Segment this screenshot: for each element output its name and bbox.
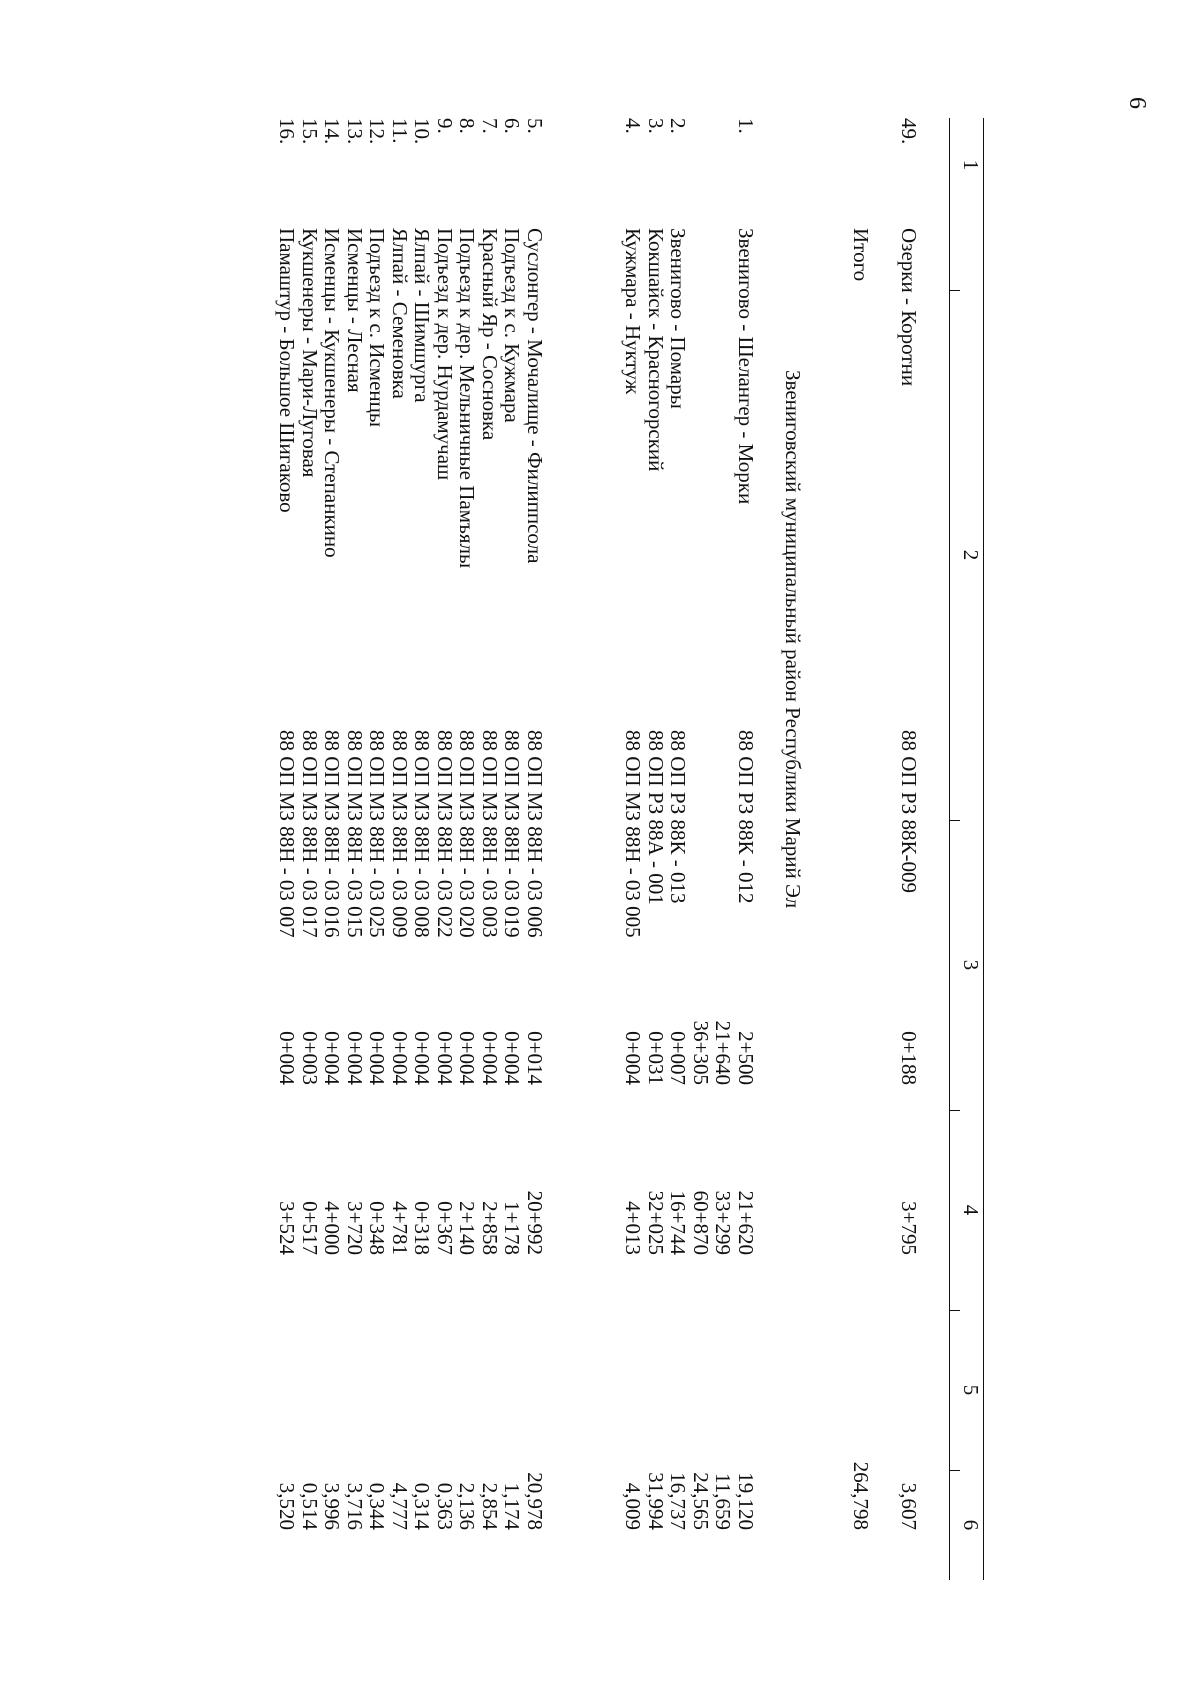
road-name: Суслонгер - Мочалище - Филиппсола [523,228,547,564]
end-km: 3+720 [343,1201,367,1255]
length-km: 3,996 [320,1482,345,1530]
length-km: 3,716 [343,1482,367,1530]
rotated-table [200,70,1000,1590]
end-km: 3+795 [897,1201,921,1255]
row-number: 2. [666,118,691,134]
row-number: 11. [388,118,412,144]
page-number: 6 [1124,97,1150,109]
start-km: 0+003 [298,1031,322,1085]
length-km: 16,737 [666,1472,691,1530]
start-km: 2+500 [734,1031,758,1085]
end-km: 2+140 [455,1201,480,1255]
length-km: 264,798 [849,1461,873,1530]
row-number: 9. [433,118,457,134]
length-km: 2,854 [478,1482,502,1530]
start-km: 0+004 [500,1031,525,1085]
row-number: 6. [500,118,525,134]
length-km: 1,174 [500,1482,525,1530]
start-km: 0+004 [365,1031,390,1085]
road-name: Кукшенеры - Мари-Луговая [298,228,322,478]
end-km: 2+858 [478,1201,502,1255]
road-id: 88 ОП МЗ 88Н - 03 022 [433,730,457,938]
road-id: 88 ОП РЗ 88А - 001 [644,730,668,905]
column-divider [950,1310,960,1311]
start-km: 0+031 [644,1031,668,1085]
start-km: 0+007 [666,1031,691,1085]
road-id: 88 ОП МЗ 88Н - 03 016 [320,730,345,938]
end-km: 4+781 [388,1201,412,1255]
end-km: 4+013 [621,1201,646,1255]
row-number: 5. [523,118,547,134]
start-km: 0+014 [523,1031,547,1085]
row-number: 13. [343,118,367,145]
end-km: 0+348 [365,1201,390,1255]
end-km: 0+318 [410,1201,435,1255]
start-km: 0+004 [410,1031,435,1085]
start-km: 0+188 [897,1031,921,1085]
road-id: 88 ОП МЗ 88Н - 03 006 [523,730,547,938]
start-km: 0+004 [320,1031,345,1085]
row-number: 49. [897,118,921,145]
road-name: Кокшайск - Красногорский [644,228,668,472]
road-id: 88 ОП МЗ 88Н - 03 015 [343,730,367,938]
table-top-rule [983,118,984,1580]
end-km: 21+620 [734,1190,758,1255]
road-id: 88 ОП МЗ 88Н - 03 007 [275,730,300,938]
header-bottom-rule [949,118,950,1580]
column-header: 4 [959,1204,983,1216]
road-name: Звенигово - Помары [666,228,691,409]
row-number: 8. [455,118,480,134]
row-number: 12. [365,118,390,145]
road-id: 88 ОП МЗ 88Н - 03 020 [455,730,480,938]
column-divider [950,820,960,821]
region-heading: Звениговский муниципальный район Республики Марий Эл [781,370,805,909]
end-km: 4+000 [320,1201,345,1255]
end-km: 33+299 [711,1190,736,1255]
end-km: 0+517 [298,1201,322,1255]
row-number: 16. [275,118,300,145]
row-number: 14. [320,118,345,145]
row-number: 3. [644,118,668,134]
length-km: 0,314 [410,1482,435,1530]
end-km: 3+524 [275,1201,300,1255]
column-header: 6 [959,1519,983,1531]
length-km: 0,344 [365,1482,390,1530]
length-km: 3,607 [897,1482,921,1530]
road-id: 88 ОП МЗ 88Н - 03 003 [478,730,502,938]
column-divider [950,1110,960,1111]
road-name: Подъезд к дер. Мельничные Памъялы [455,228,480,569]
end-km: 1+178 [500,1201,525,1255]
road-name: Исменцы - Лесная [343,228,367,393]
end-km: 0+367 [433,1201,457,1255]
road-name: Исменцы - Кукшенеры - Степанкино [320,228,345,558]
road-name: Озерки - Коротни [897,228,921,387]
road-id: 88 ОП МЗ 88Н - 03 019 [500,730,525,938]
road-name: Кужмара - Нуктуж [621,228,646,395]
length-km: 4,777 [388,1482,412,1530]
length-km: 31,994 [644,1472,668,1530]
start-km: 0+004 [388,1031,412,1085]
road-id: 88 ОП МЗ 88Н - 03 025 [365,730,390,938]
column-divider [950,1470,960,1471]
length-km: 11,659 [711,1473,736,1530]
start-km: 0+004 [478,1031,502,1085]
start-km: 36+305 [689,1020,713,1085]
road-name: Подъезд к с. Исменцы [365,228,390,427]
column-header: 1 [959,159,983,171]
start-km: 0+004 [455,1031,480,1085]
road-name: Итого [849,228,873,282]
road-name: Ялпай - Шимшурга [410,228,435,403]
road-name: Звенигово - Шелангер - Морки [734,228,758,505]
start-km: 0+004 [343,1031,367,1085]
road-name: Красный Яр - Сосновка [478,228,502,441]
length-km: 24,565 [689,1472,713,1530]
row-number: 4. [621,118,646,134]
length-km: 0,363 [433,1482,457,1530]
road-id: 88 ОП РЗ 88К-009 [897,730,921,894]
road-id: 88 ОП МЗ 88Н - 03 009 [388,730,412,938]
road-id: 88 ОП МЗ 88Н - 03 017 [298,730,322,938]
start-km: 0+004 [275,1031,300,1085]
end-km: 32+025 [644,1190,668,1255]
start-km: 21+640 [711,1020,736,1085]
length-km: 20,978 [523,1472,547,1530]
start-km: 0+004 [433,1031,457,1085]
road-name: Памаштур - Большое Шигаково [275,228,300,513]
row-number: 15. [298,118,322,145]
length-km: 2,136 [455,1482,480,1530]
start-km: 0+004 [621,1031,646,1085]
length-km: 3,520 [275,1482,300,1530]
length-km: 4,009 [621,1482,646,1530]
road-id: 88 ОП МЗ 88Н - 03 008 [410,730,435,938]
length-km: 0,514 [298,1482,322,1530]
row-number: 10. [410,118,435,145]
road-name: Подъезд к дер. Нурдамучаш [433,228,457,481]
column-header: 2 [959,549,983,561]
end-km: 60+870 [689,1190,713,1255]
column-header: 3 [959,959,983,971]
end-km: 16+744 [666,1190,691,1255]
row-number: 7. [478,118,502,134]
road-id: 88 ОП РЗ 88К - 012 [734,730,758,904]
row-number: 1. [734,118,758,134]
road-name: Подъезд к с. Кужмара [500,228,525,423]
length-km: 19,120 [734,1472,758,1530]
road-name: Ялпай - Семеновка [388,228,412,399]
column-header: 5 [959,1384,983,1396]
road-id: 88 ОП РЗ 88К - 013 [666,730,691,904]
end-km: 20+992 [523,1190,547,1255]
column-divider [950,290,960,291]
road-id: 88 ОП МЗ 88Н - 03 005 [621,730,646,938]
